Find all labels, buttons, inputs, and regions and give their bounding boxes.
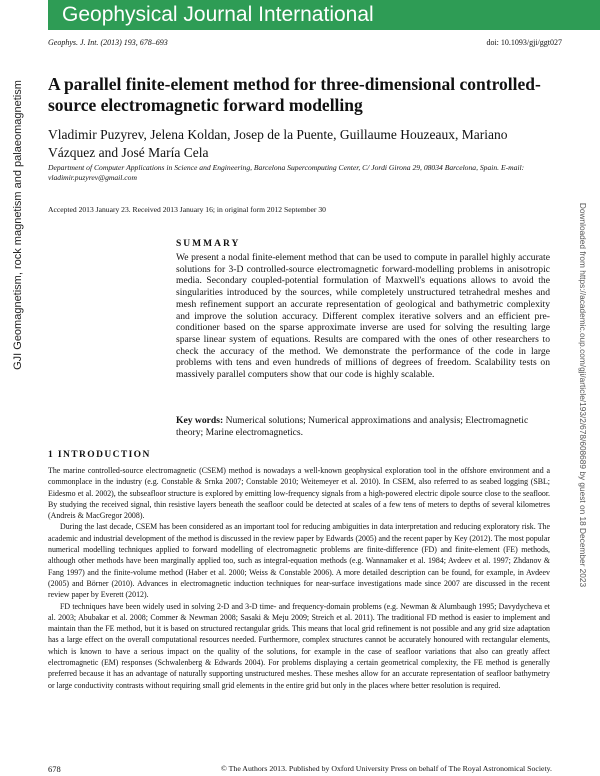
page-number: 678 [48,764,61,774]
affiliation: Department of Computer Applications in Science and Engineering, Barcelona Supercomputing Center, C/ Jordi Girona 29, 08034 Barcelona, Spain. E-mail: vladimir.puzyrev@gmail.com [48,163,525,182]
summary-heading: SUMMARY [176,239,241,249]
section-side-label [9,60,27,390]
citation-journal: Geophys. J. Int. [48,38,99,47]
keywords-label: Key words: [176,415,224,426]
download-watermark [576,195,590,595]
paper-title: A parallel finite-element method for three-dimensional controlled-source electromagnetic forward modelling [48,74,541,115]
section-heading-introduction: 1 INTRODUCTION [48,450,151,460]
section-side-label-text: GJI Geomagnetism, rock magnetism and palaeomagnetism [12,80,24,370]
received-accepted-dates: Accepted 2013 January 23. Received 2013 January 16; in original form 2012 September 30 [48,205,326,214]
doi[interactable]: doi: 10.1093/gji/ggt027 [486,38,562,47]
summary-text: We present a nodal finite-element method that can be used to compute in parallel highly accurate solutions for 3-D controlled-source electromagnetic forward-modelling problems in anisotropic media. Secondary coupled-potential formulation of Maxwell's equations allows to avoid the singularities introduced by the sources, while completely unstructured tetrahedral meshes and mesh refinement support an accurate representation of geological and bathymetric complexity and improve the solution accuracy. Different complex iterative solvers and an efficient pre-conditioner based on the sparse approximate inverse are used for solving the resulting large sparse linear system of equations. Results are compared with the ones of other researchers to check the accuracy of the method. We demonstrate the performance of the code in large problems with tens and even hundreds of millions of degrees of freedom. Scalability tests on massively parallel computers show that our code is highly scalable. [176,252,550,381]
citation [48,38,168,47]
paragraph: During the last decade, CSEM has been considered as an important tool for reducing ambiguities in data interpretation and reducing exploratory risk. The academic and industrial development of the method is discussed in the review paper by Edwards (2005) and the recent paper by Key (2012). The most popular numerical modelling techniques applied to forward modelling of electromagnetic problems are finite-difference (FD) and finite-element (FE) methods, although other methods have been marginally applied too, such as integral-equation methods (e.g. Wannamaker et al. 1984; Avdeev et al. 1997; Zhdanov & Fang 1997) and the finite-volume method (Haber et al. 2000; Weiss & Constable 2006). A more detailed description can be found, for example, in Avdeev (2005) and Börner (2010). Advances in electromagnetic induction techniques for near-surface investigations made since 2007 are discussed in the recent review paper by Everett (2012). [48,522,550,600]
keywords [176,415,550,438]
introduction-body [48,465,550,691]
journal-title: Geophysical Journal International [62,3,374,26]
keywords-list: Numerical solutions; Numerical approximations and analysis; Electromagnetic theory; Marine electromagnetics. [176,415,529,438]
authors: Vladimir Puzyrev, Jelena Koldan, Josep de la Puente, Guillaume Houzeaux, Mariano Vázquez and José María Cela [48,127,508,160]
copyright-notice: © The Authors 2013. Published by Oxford University Press on behalf of The Royal Astronomical Society. [220,764,552,773]
citation-details: (2013) 193, 678–693 [100,38,168,47]
download-watermark-text: Downloaded from https://academic.oup.com/gji/article/193/2/678/608689 by guest on 18 December 2023 [578,202,588,588]
paragraph: The marine controlled-source electromagnetic (CSEM) method is nowadays a well-known geophysical exploration tool in the offshore environment and a commonplace in the industry (e.g. Constable & Srnka 2007; Constable 2010; Weitemeyer et al. 2010). In CSEM, also referred to as seabed logging (SBL; Eidesmo et al. 2002), the subseafloor structure is explored by emitting low-frequency signals from a high-powered electric dipole source close to the seafloor. By studying the received signal, thin resistive layers beneath the seafloor could be detected at scales of a few tens of meters to depths of several kilometres (Andreis & MacGregor 2008). [48,466,550,521]
journal-banner [48,0,600,30]
paragraph: FD techniques have been widely used in solving 2-D and 3-D time- and frequency-domain problems (e.g. Newman & Alumbaugh 1995; Davydycheva et al. 2003; Abubakar et al. 2008; Commer & Newman 2008; Sasaki & Meju 2009; Streich et al. 2011). The traditional FD method is easier to implement and maintain than the FE method, but it is based on structured rectangular grids. This means that local grid refinement is not possible and any grid size adaptation has a large effect on the overall computational resources needed. Furthermore, complex structures cannot be accurately honoured with rectangular elements, which is known to have a serious impact on the quality of the solutions, for example in the case of seafloor variations that also can greatly affect electromagnetic (EM) responses (Schwalenberg & Edwards 2004). For problems displaying a certain geometrical complexity, the FE method is generally preferred because it has an advantage of naturally supporting unstructured meshes. These meshes allow for an accurate representation of seafloor bathymetry or large conductivity contrasts without requiring small grid elements in the entire grid but only in the places where better resolution is required. [48,601,550,690]
